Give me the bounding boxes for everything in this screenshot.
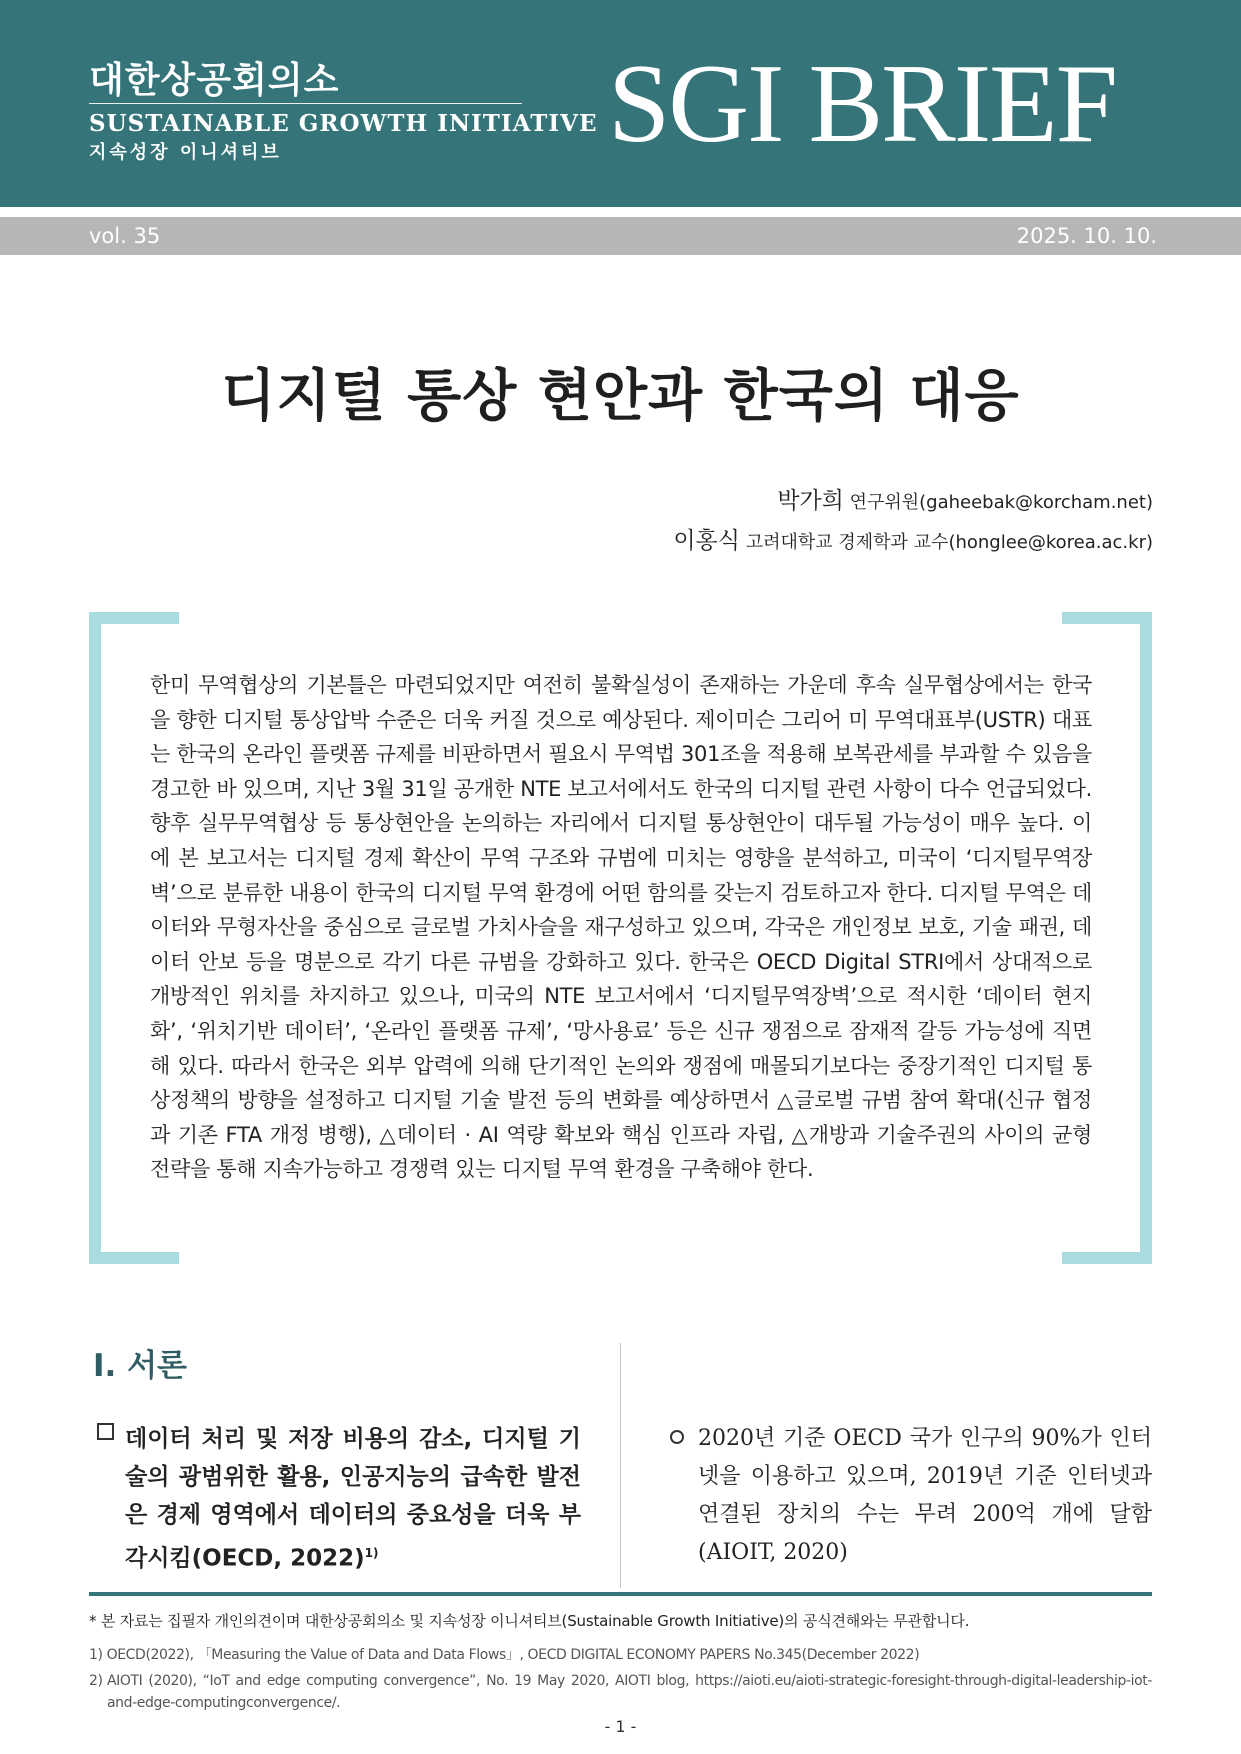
footer-rule — [89, 1592, 1152, 1596]
org-divider — [89, 103, 522, 104]
author-name: 박가희 — [777, 488, 844, 514]
footnote-2-text: AIOTI (2020), “IoT and edge computing convergence”, No. 19 May 2020, AIOTI blog, https://aioti.eu/aioti-strategic-foresight-through-digital-leadership-iot-and-edge-computingconvergence/. — [107, 1673, 1152, 1711]
author-2 — [673, 522, 1153, 555]
author-1 — [777, 482, 1153, 515]
footnote-2 — [89, 1670, 1152, 1714]
document-title: 디지털 통상 현안과 한국의 대응 — [221, 364, 1020, 429]
footnote-ref[interactable]: 1) — [364, 1546, 379, 1560]
footnote-1: 1) OECD(2022), 「Measuring the Value of Data and Data Flows」, OECD DIGITAL ECONOMY PAPERS No.345(December 2022) — [89, 1647, 920, 1663]
section-heading: Ⅰ. 서론 — [93, 1348, 187, 1384]
left-bullet-body: 데이터 처리 및 저장 비용의 감소, 디지털 기술의 광범위한 활용, 인공지능의 급속한 발전은 경제 영역에서 데이터의 중요성을 더욱 부각시킴(OECD, 2022) — [125, 1426, 581, 1572]
footnote-2-number: 2) — [89, 1673, 103, 1689]
right-bullet-text: 2020년 기준 OECD 국가 인구의 90%가 인터넷을 이용하고 있으며, 2019년 기준 인터넷과 연결된 장치의 수는 무려 200억 개에 달함(AIOIT, 2020) — [698, 1426, 1152, 1565]
org-name-korean-sub: 지속성장 이니셔티브 — [89, 142, 282, 163]
volume-label: vol. 35 — [89, 224, 161, 248]
publication-date: 2025. 10. 10. — [1016, 224, 1157, 248]
page-number: - 1 - — [604, 1717, 637, 1736]
circle-bullet-icon — [670, 1430, 684, 1444]
column-divider — [620, 1343, 621, 1588]
org-name-english: SUSTAINABLE GROWTH INITIATIVE — [89, 110, 598, 137]
disclaimer: * 본 자료는 집필자 개인의견이며 대한상공회의소 및 지속성장 이니셔티브(Sustainable Growth Initiative)의 공식견해와는 무관합니다. — [89, 1612, 970, 1630]
left-bullet-text — [125, 1420, 581, 1578]
publication-title: SGI BRIEF — [608, 42, 1116, 166]
org-name-korean: 대한상공회의소 — [89, 60, 340, 101]
square-bullet-icon — [97, 1423, 114, 1440]
author-affiliation: 고려대학교 경제학과 교수(honglee@korea.ac.kr) — [745, 532, 1153, 553]
header-banner — [0, 0, 1241, 207]
left-column — [97, 1420, 581, 1578]
abstract-text: 한미 무역협상의 기본틀은 마련되었지만 여전히 불확실성이 존재하는 가운데 후속 실무협상에서는 한국을 향한 디지털 통상압박 수준은 더욱 커질 것으로 예상된다. 제이미슨 그리어 미 무역대표부(USTR) 대표는 한국의 온라인 플랫폼 규제를 비판하면서 필요시 무역법 301조을 적용해 보복관세를 부과할 수 있음을 경고한 바 있으며, 지난 3월 31일 공개한 NTE 보고서에서도 한국의 디지털 관련 사항이 다수 언급되었다. 향후 실무무역협상 등 통상현안을 논의하는 자리에서 디지털 통상현안이 대두될 가능성이 매우 높다. 이에 본 보고서는 디지털 경제 확산이 무역 구조와 규범에 미치는 영향을 분석하고, 미국이 ‘디지털무역장벽’으로 분류한 내용이 한국의 디지털 무역 환경에 어떤 함의를 갖는지 검토하고자 한다. 디지털 무역은 데이터와 무형자산을 중심으로 글로벌 가치사슬을 재구성하고 있으며, 각국은 개인정보 보호, 기술 패권, 데이터 안보 등을 명분으로 각기 다른 규범을 강화하고 있다. 한국은 OECD Digital STRI에서 상대적으로 개방적인 위치를 차지하고 있으나, 미국의 NTE 보고서에서 ‘디지털무역장벽’으로 적시한 ‘데이터 현지화’, ‘위치기반 데이터’, ‘온라인 플랫폼 규제’, ‘망사용료’ 등은 신규 쟁점으로 잠재적 갈등 가능성에 직면해 있다. 따라서 한국은 외부 압력에 의해 단기적인 논의와 쟁점에 매몰되기보다는 중장기적인 디지털 통상정책의 방향을 설정하고 디지털 기술 발전 등의 변화를 예상하면서 △글로벌 규범 참여 확대(신규 협정과 기존 FTA 개정 병행), △데이터 · AI 역량 확보와 핵심 인프라 자립, △개방과 기술주권의 사이의 균형 전략을 통해 지속가능하고 경쟁력 있는 디지털 무역 환경을 구축해야 한다. — [150, 673, 1092, 1182]
right-column — [670, 1420, 1152, 1572]
author-affiliation: 연구위원(gaheebak@korcham.net) — [849, 492, 1153, 513]
author-name: 이홍식 — [673, 528, 740, 554]
